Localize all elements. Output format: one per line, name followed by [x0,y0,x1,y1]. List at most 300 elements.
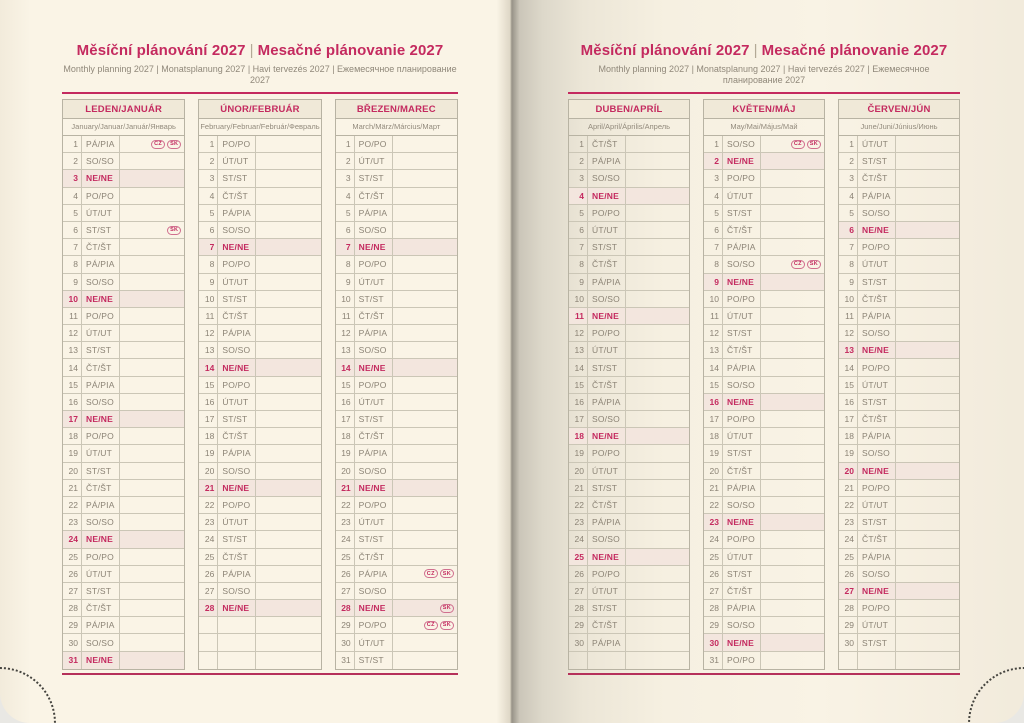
day-row [569,256,689,273]
day-abbrev: SO/SO [82,634,120,650]
notes-cell [626,394,689,410]
notes-cell [896,428,959,444]
day-row [569,514,689,531]
day-number: 23 [199,514,218,530]
day-abbrev: PÁ/PIA [355,325,393,341]
day-row [839,600,959,617]
day-abbrev: ČT/ŠT [355,549,393,565]
month-calendar [198,99,321,670]
notes-cell [256,617,320,633]
day-number: 6 [569,222,588,238]
day-number: 14 [704,359,723,375]
day-number: 24 [199,531,218,547]
day-row [569,600,689,617]
day-abbrev: SO/SO [723,377,761,393]
day-row-sunday [336,359,457,376]
day-row-sunday [336,239,457,256]
day-row [199,566,320,583]
day-row [336,222,457,239]
day-abbrev: SO/SO [723,497,761,513]
notes-cell [626,136,689,152]
day-number: 15 [336,377,355,393]
day-row [569,325,689,342]
day-abbrev: SO/SO [218,222,256,238]
notes-cell [393,617,457,633]
day-row [336,394,457,411]
day-abbrev: ČT/ŠT [82,359,120,375]
day-number: 18 [704,428,723,444]
day-row [569,617,689,634]
day-abbrev: ČT/ŠT [723,583,761,599]
day-number: 6 [704,222,723,238]
notes-cell [761,170,824,186]
notes-cell [761,136,824,152]
day-abbrev: PO/PO [858,600,896,616]
day-row-sunday [704,394,824,411]
day-row [336,583,457,600]
notes-cell [896,291,959,307]
day-row [199,256,320,273]
day-abbrev: ÚT/UT [588,583,626,599]
day-number: 18 [839,428,858,444]
day-abbrev: ST/ST [218,531,256,547]
day-abbrev: SO/SO [858,445,896,461]
notes-cell [896,205,959,221]
notes-cell [120,274,184,290]
day-row [199,411,320,428]
day-abbrev: NE/NE [355,239,393,255]
day-row [336,652,457,669]
day-row [199,274,320,291]
day-row [839,205,959,222]
day-abbrev: PÁ/PIA [588,153,626,169]
day-abbrev: NE/NE [588,308,626,324]
day-row [63,342,184,359]
month-name: ČERVEN/JÚN [838,99,960,119]
day-abbrev: PO/PO [218,497,256,513]
notes-cell [256,394,320,410]
day-row [704,428,824,445]
day-abbrev: PO/PO [723,531,761,547]
day-row-sunday [839,222,959,239]
notes-cell [393,428,457,444]
day-abbrev: NE/NE [723,634,761,650]
title-separator: | [249,42,254,59]
notes-cell [393,359,457,375]
day-abbrev: ČT/ŠT [858,291,896,307]
day-row-sunday [704,274,824,291]
day-number: 8 [569,256,588,272]
day-row [199,188,320,205]
notes-cell [120,549,184,565]
day-row [839,377,959,394]
day-abbrev: NE/NE [82,170,120,186]
notes-cell [120,170,184,186]
day-abbrev: PÁ/PIA [723,239,761,255]
day-number: 6 [336,222,355,238]
day-number: 20 [839,463,858,479]
day-number: 12 [63,325,82,341]
day-number [199,634,218,650]
day-number: 26 [839,566,858,582]
day-row [569,239,689,256]
empty-row [199,634,320,651]
day-row [336,463,457,480]
notes-cell [393,188,457,204]
day-abbrev: ÚT/UT [355,274,393,290]
day-number: 1 [336,136,355,152]
day-number: 28 [569,600,588,616]
day-abbrev: SO/SO [218,583,256,599]
day-row [63,600,184,617]
day-abbrev: PÁ/PIA [588,514,626,530]
day-row [336,153,457,170]
day-abbrev: PÁ/PIA [723,359,761,375]
day-number: 27 [63,583,82,599]
day-number: 5 [63,205,82,221]
day-number: 31 [704,652,723,669]
day-row-sunday [839,463,959,480]
day-abbrev: ST/ST [218,170,256,186]
day-abbrev: NE/NE [858,583,896,599]
notes-cell [761,239,824,255]
page-subtitle: Monthly planning 2027 | Monatsplanung 2027 | Havi tervezés 2027 | Ежемесячное планирование 2027 [63,64,457,85]
holiday-badge-cz: CZ [424,569,438,578]
day-abbrev: PÁ/PIA [858,308,896,324]
month-name: BŘEZEN/MAREC [335,99,458,119]
day-number: 28 [704,600,723,616]
day-row-sunday [63,291,184,308]
day-abbrev: NE/NE [218,239,256,255]
day-row [199,463,320,480]
day-abbrev: ST/ST [355,411,393,427]
day-number: 20 [569,463,588,479]
day-row [704,549,824,566]
month-name: LEDEN/JANUÁR [62,99,185,119]
day-row [839,291,959,308]
day-row [704,188,824,205]
day-row [63,188,184,205]
title-divider-rule [568,92,960,94]
month-grid [335,136,458,670]
day-number: 10 [199,291,218,307]
day-row [704,291,824,308]
notes-cell [626,188,689,204]
notes-cell [256,514,320,530]
day-row [63,239,184,256]
day-number: 9 [839,274,858,290]
day-row-sunday [704,153,824,170]
day-abbrev: ČT/ŠT [723,463,761,479]
month-languages: April/April/Április/Апрель [568,119,690,136]
notes-cell [393,445,457,461]
day-number: 31 [63,652,82,669]
day-abbrev: PO/PO [355,377,393,393]
day-row [63,428,184,445]
notes-cell [626,617,689,633]
day-number: 7 [839,239,858,255]
notes-cell [120,463,184,479]
day-row [569,445,689,462]
day-row [839,239,959,256]
day-row-sunday [199,480,320,497]
notes-cell [761,411,824,427]
day-row [839,514,959,531]
day-row-sunday [569,428,689,445]
notes-cell [120,291,184,307]
notes-cell [256,428,320,444]
day-abbrev: PO/PO [588,325,626,341]
day-number: 10 [704,291,723,307]
day-abbrev: SO/SO [82,274,120,290]
day-number: 7 [63,239,82,255]
day-row [569,291,689,308]
day-row-sunday [63,170,184,187]
notes-cell [761,222,824,238]
day-row [569,497,689,514]
notes-cell [393,136,457,152]
day-row [63,463,184,480]
day-abbrev: SO/SO [355,583,393,599]
holiday-badge-sk: SK [807,260,821,269]
notes-cell [626,463,689,479]
month-calendar [62,99,185,670]
day-number: 15 [199,377,218,393]
day-number [199,652,218,669]
notes-cell [256,153,320,169]
notes-cell [393,342,457,358]
notes-cell [393,239,457,255]
day-abbrev: ST/ST [588,480,626,496]
month-name: ÚNOR/FEBRUÁR [198,99,321,119]
day-number: 23 [569,514,588,530]
day-row-sunday [63,531,184,548]
notes-cell [393,411,457,427]
day-number: 12 [569,325,588,341]
day-number: 21 [336,480,355,496]
day-abbrev: ÚT/UT [588,222,626,238]
day-abbrev: NE/NE [355,480,393,496]
day-number: 30 [839,634,858,650]
day-row [336,188,457,205]
day-number: 9 [704,274,723,290]
notes-cell [256,652,320,669]
day-number: 17 [839,411,858,427]
notes-cell [120,377,184,393]
notes-cell [896,188,959,204]
day-number: 4 [839,188,858,204]
day-number: 25 [336,549,355,565]
notes-cell [120,359,184,375]
day-row [704,531,824,548]
day-number: 4 [336,188,355,204]
day-number: 24 [336,531,355,547]
day-number: 10 [336,291,355,307]
day-number: 4 [199,188,218,204]
notes-cell [256,497,320,513]
notes-cell [626,411,689,427]
notes-cell [256,291,320,307]
day-number: 9 [336,274,355,290]
notes-cell [896,256,959,272]
day-number: 25 [63,549,82,565]
notes-cell [626,377,689,393]
day-abbrev: ÚT/UT [355,153,393,169]
day-number: 18 [569,428,588,444]
day-row [839,325,959,342]
day-abbrev: ÚT/UT [82,205,120,221]
day-abbrev: ÚT/UT [723,308,761,324]
day-row-sunday [63,652,184,669]
day-row [569,342,689,359]
day-number: 21 [569,480,588,496]
day-number: 12 [839,325,858,341]
day-abbrev: NE/NE [82,652,120,669]
day-row [199,514,320,531]
day-row [704,239,824,256]
day-number: 11 [199,308,218,324]
day-number: 3 [336,170,355,186]
title-czech: Měsíční plánování 2027 [580,42,750,59]
day-number [839,652,858,669]
day-abbrev: PO/PO [82,428,120,444]
day-abbrev: SO/SO [355,463,393,479]
notes-cell [626,291,689,307]
day-abbrev: NE/NE [218,480,256,496]
day-abbrev: ÚT/UT [355,394,393,410]
day-row [63,566,184,583]
day-abbrev: PÁ/PIA [355,205,393,221]
holiday-badge-sk: SK [440,604,454,613]
day-abbrev: SO/SO [723,256,761,272]
day-number: 22 [704,497,723,513]
day-row [704,566,824,583]
day-abbrev: PO/PO [218,256,256,272]
day-number: 29 [63,617,82,633]
month-name: KVĚTEN/MÁJ [703,99,825,119]
day-row [336,566,457,583]
day-row-sunday [839,583,959,600]
day-number: 16 [336,394,355,410]
day-row [839,411,959,428]
day-abbrev: ÚT/UT [588,463,626,479]
day-row [63,274,184,291]
day-row [704,325,824,342]
notes-cell [256,239,320,255]
day-abbrev: ST/ST [82,222,120,238]
day-abbrev: ST/ST [355,170,393,186]
notes-cell [761,549,824,565]
day-abbrev: PO/PO [858,239,896,255]
day-abbrev [588,652,626,669]
day-row [839,359,959,376]
day-number: 21 [63,480,82,496]
notes-cell [626,583,689,599]
day-abbrev: SO/SO [588,170,626,186]
day-abbrev [218,617,256,633]
day-row [569,531,689,548]
notes-cell [626,428,689,444]
day-row [199,377,320,394]
day-abbrev: PÁ/PIA [588,634,626,650]
notes-cell [256,170,320,186]
day-number: 31 [336,652,355,669]
day-number: 22 [199,497,218,513]
day-abbrev: PÁ/PIA [218,325,256,341]
day-number: 7 [704,239,723,255]
day-abbrev: PO/PO [723,170,761,186]
day-abbrev: ST/ST [355,531,393,547]
notes-cell [256,205,320,221]
notes-cell [256,445,320,461]
day-row [199,342,320,359]
day-abbrev: SO/SO [588,531,626,547]
day-number: 3 [569,170,588,186]
bottom-rule [568,673,960,676]
notes-cell [761,153,824,169]
notes-cell [626,325,689,341]
notes-cell [120,153,184,169]
notes-cell [626,480,689,496]
day-abbrev: PÁ/PIA [858,428,896,444]
day-number: 11 [569,308,588,324]
day-number: 11 [336,308,355,324]
notes-cell [120,342,184,358]
day-row-sunday [199,600,320,617]
day-row [63,153,184,170]
notes-cell [896,274,959,290]
day-abbrev: ČT/ŠT [588,136,626,152]
day-row [839,531,959,548]
day-row [704,256,824,273]
day-row [336,514,457,531]
day-abbrev: PO/PO [82,549,120,565]
notes-cell [761,377,824,393]
day-abbrev: PÁ/PIA [218,205,256,221]
day-number: 23 [63,514,82,530]
day-number: 3 [839,170,858,186]
day-abbrev: PO/PO [723,652,761,669]
day-abbrev: SO/SO [355,342,393,358]
day-number: 23 [839,514,858,530]
day-number: 13 [336,342,355,358]
day-abbrev: ÚT/UT [588,342,626,358]
holiday-badge-sk: SK [807,140,821,149]
day-number: 19 [63,445,82,461]
notes-cell [393,222,457,238]
notes-cell [256,359,320,375]
notes-cell [896,480,959,496]
day-abbrev: ČT/ŠT [218,308,256,324]
day-abbrev: ÚT/UT [82,445,120,461]
notes-cell [896,531,959,547]
day-number: 9 [63,274,82,290]
notes-cell [896,394,959,410]
day-number: 25 [569,549,588,565]
notes-cell [626,342,689,358]
day-row [63,583,184,600]
day-row [704,377,824,394]
notes-cell [256,308,320,324]
day-number [569,652,588,669]
day-abbrev: NE/NE [355,359,393,375]
day-row [336,325,457,342]
day-number: 14 [569,359,588,375]
day-number: 28 [199,600,218,616]
day-abbrev: NE/NE [723,394,761,410]
day-number: 19 [839,445,858,461]
day-abbrev: NE/NE [218,600,256,616]
